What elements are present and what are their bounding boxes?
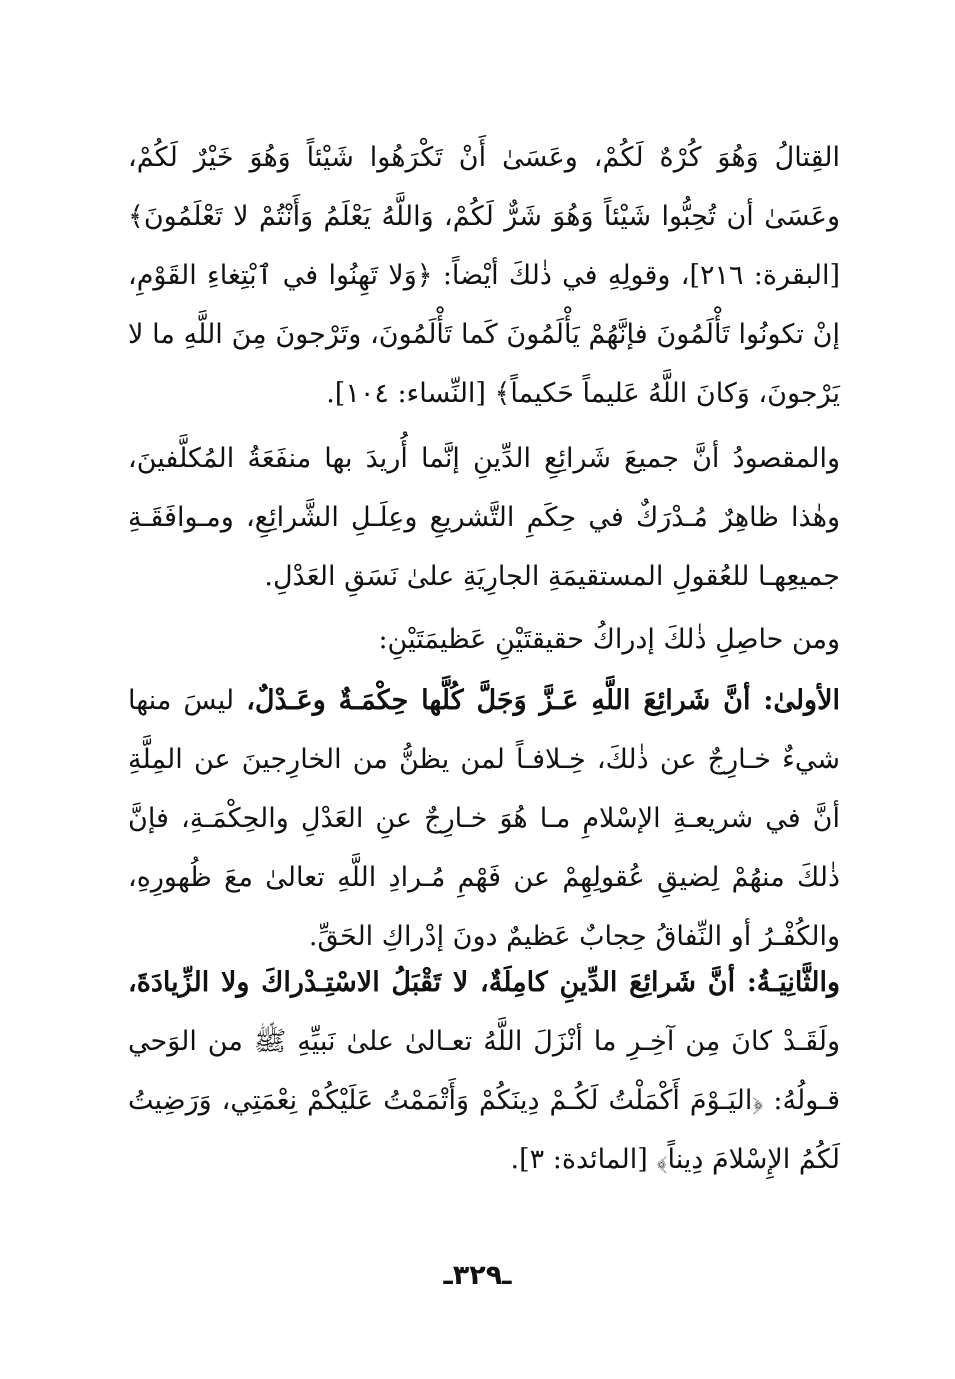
paragraph-first-truth — [128, 671, 840, 966]
paragraph-text: والمقصودُ أنَّ جميعَ شَرائِعِ الدِّينِ إنَّما أُريدَ بها منفَعَةُ المُكلَّفينَ، وهٰذا ظاهِرٌ مُـدْرَكٌ في حِكَمِ التَّشريعِ وعِلَـلِ الشَّرائِعِ، ومـوافَقَـةِ جميعِهـا للعُقولِ المستقيمَةِ الجارِيَةِ علىٰ نَسَقِ العَدْلِ. — [128, 443, 840, 592]
page-number: ـ٣٢٩ـ — [443, 1260, 512, 1291]
paragraph-text: ومن حاصِلِ ذٰلكَ إدراكُ حقيقتَيْنِ عَظيمَتَيْنِ: — [378, 624, 840, 655]
paragraph-second-truth — [128, 953, 840, 1189]
paragraph-two-truths-intro — [128, 610, 840, 669]
paragraph-text: ولَقَـدْ كانَ مِن آخِـرِ ما أنْزَلَ اللَّهُ تعـالىٰ علىٰ نَبيِّهِ ﷺ من الوَحي قـولُهُ: ﴿اليَـوْمَ أَكْمَلْتُ لَكُـمْ دِينَكُمْ وَأَتْمَمْتُ عَلَيْكُمْ نِعْمَتِي، وَرَضِيتُ لَكُمُ الإِسْلامَ دِيناً﴾ [المائدة: ٣]. — [128, 1026, 840, 1175]
paragraph-quran-citations — [128, 128, 840, 423]
paragraph-purpose — [128, 429, 840, 606]
paragraph-lead-bold: والثَّانِيَـةُ: أنَّ شَرائِعَ الدِّينِ كامِلَةٌ، لا تَقْبَلُ الاسْتِـدْراكَ ولا الزِّيادَةَ، — [128, 967, 840, 998]
paragraph-text: القِتالُ وَهُوَ كُرْهٌ لَكُمْ، وعَسَىٰ أَنْ تَكْرَهُوا شَيْئاً وَهُوَ خَيْرٌ لَكُمْ، وعَسَىٰ أن تُحِبُّوا شَيْئاً وَهُوَ شَرٌّ لَكُمْ، وَاللَّهُ يَعْلَمُ وَأَنْتُمْ لا تَعْلَمُونَ﴾ [البقرة: ٢١٦]، وقولِهِ في ذٰلكَ أيْضاً: ﴿وَلا تَهِنُوا في ٱبْتِغاءِ القَوْمِ، إنْ تكونُوا تَأْلَمُونَ فإنَّهُمْ يَأْلَمُونَ كَما تَأْلَمُونَ، وتَرْجونَ مِنَ اللَّهِ ما لا يَرْجونَ، وَكانَ اللَّهُ عَليماً حَكيماً﴾ [النِّساء: ١٠٤]. — [128, 142, 840, 409]
paragraph-text: ليسَ منها شيءٌ خـارِجٌ عن ذٰلكَ، خِـلافـاً لمن يظنُّ من الخارِجينَ عن المِلَّةِ أنَّ في شريعـةِ الإسْلامِ مـا هُوَ خـارِجٌ عنِ العَدْلِ والحِكْمَـةِ، فإنَّ ذٰلكَ منهُمْ لِضيقِ عُقولِهِمْ عن فَهْمِ مُـرادِ اللَّهِ تعالىٰ معَ ظُهورِهِ، والكُفْـرُ أو النِّفاقُ حِجابٌ عَظيمٌ دونَ إدْراكِ الحَقِّ. — [128, 685, 840, 952]
paragraph-lead-bold: الأولىٰ: أنَّ شَرائِعَ اللَّهِ عَـزَّ وَجَلَّ كُلَّها حِكْمَـةٌ وعَـدْلٌ، — [246, 685, 841, 716]
